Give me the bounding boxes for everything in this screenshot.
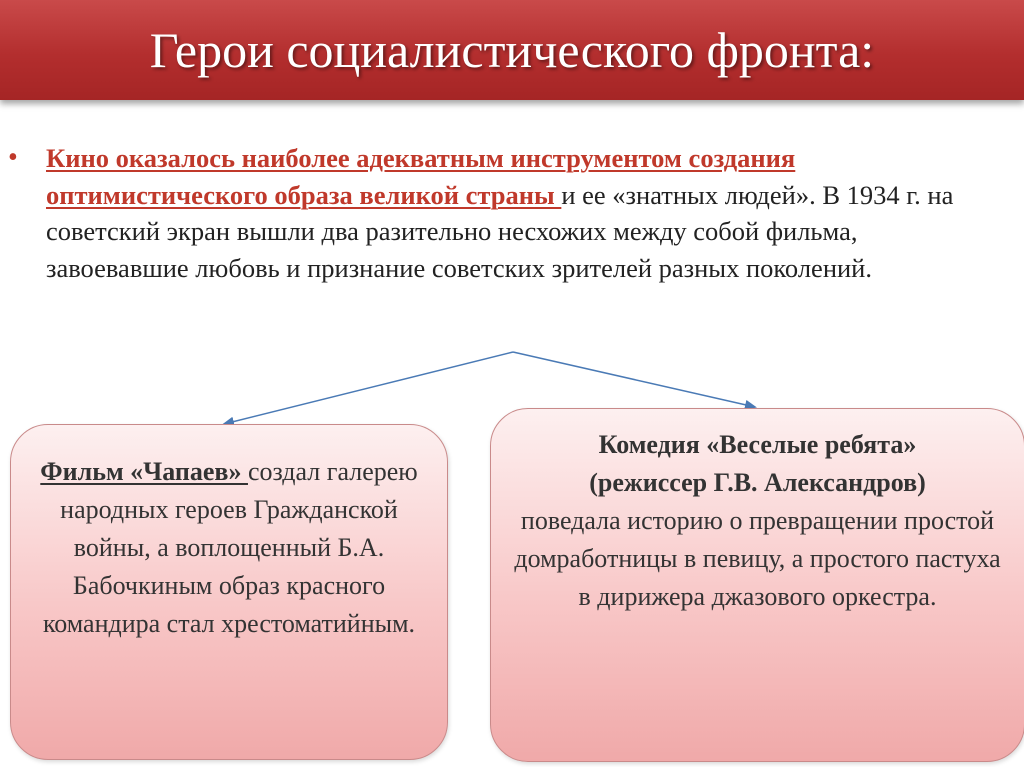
right-panel-text	[509, 426, 1006, 616]
slide-title: Герои социалистического фронта:	[149, 22, 875, 78]
left-panel-film-title: Фильм «Чапаев»	[40, 457, 248, 486]
left-panel-text	[29, 453, 429, 643]
bullet-emphasis: Кино оказалось наиболее адекватным инструментом создания оптимистического образа великой страны	[46, 143, 796, 210]
right-panel-heading-line2: (режиссер Г.В. Александров)	[589, 468, 926, 497]
arrow-to-left-panel	[224, 352, 513, 424]
right-panel-description: поведала историю о превращении простой домработницы в певицу, а простого пастуха в дирижера джазового оркестра.	[514, 506, 1001, 611]
left-panel-chapaev	[10, 424, 448, 760]
bullet-after-emphasis: и ее «знатных людей».	[561, 179, 816, 210]
bullet-marker: •	[8, 142, 18, 173]
bullet-rest: В 1934 г. на советский экран вышли два разительно несхожих между собой фильма, завоевавшие любовь и признание советских зрителей разных поколений.	[46, 179, 954, 283]
left-panel-description: создал галерею народных героев Гражданской войны, а воплощенный Б.А. Бабочкиным образ красного командира стал хрестоматийным.	[42, 457, 418, 638]
arrow-to-right-panel	[513, 352, 755, 407]
right-panel-heading-line1: Комедия «Веселые ребята»	[598, 430, 917, 459]
right-panel-veselye-rebyata	[490, 408, 1024, 762]
